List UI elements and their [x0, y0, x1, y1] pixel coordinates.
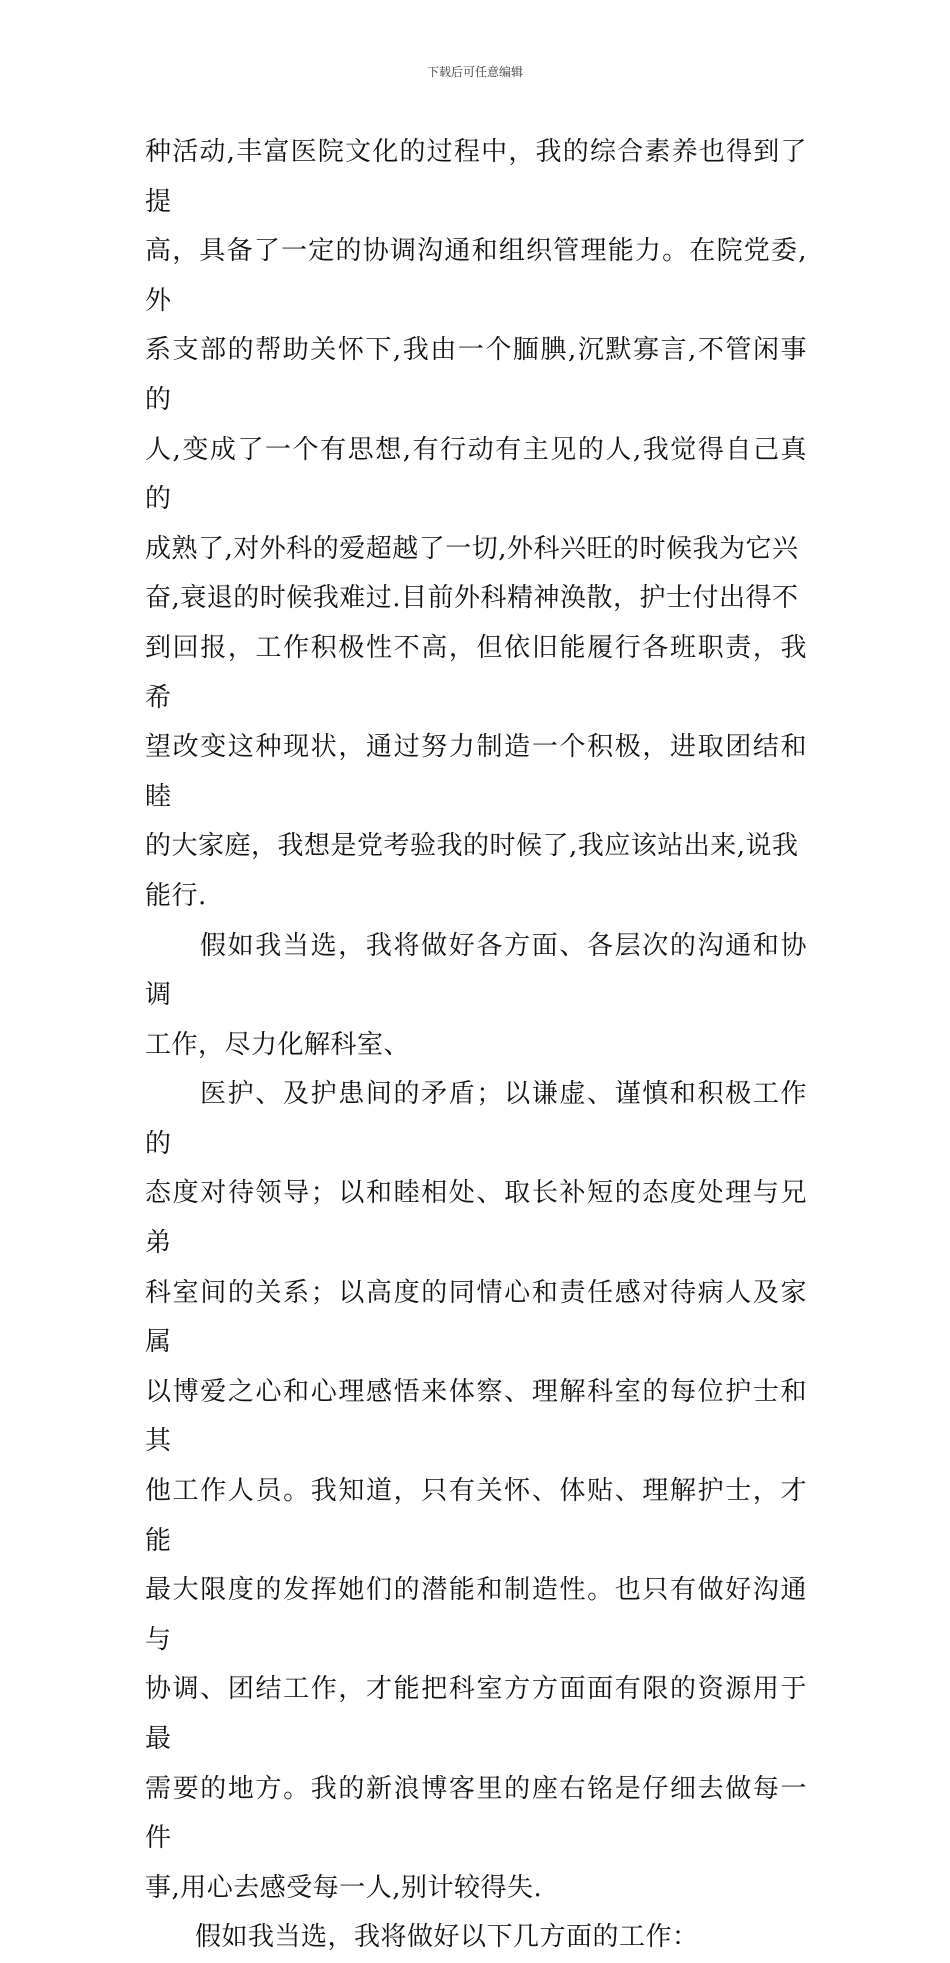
text-line: 到回报，工作积极性不高，但依旧能履行各班职责，我希 — [145, 632, 807, 713]
text-line: 的大家庭，我想是党考验我的时候了,我应该站出来,说我 — [145, 831, 799, 862]
text-line: 系支部的帮助关怀下,我由一个腼腆,沉默寡言,不管闲事的 — [145, 335, 807, 415]
text-line: 最大限度的发挥她们的潜能和制造性。也只有做好沟通与 — [145, 1575, 807, 1655]
text-line: 科室间的关系；以高度的同情心和责任感对待病人及家属 — [145, 1277, 807, 1358]
text-line: 态度对待领导；以和睦相处、取长补短的态度处理与兄弟 — [145, 1178, 807, 1259]
text-line: 事,用心去感受每一人,别计较得失. — [145, 1872, 543, 1903]
text-line: 成熟了,对外科的爱超越了一切,外科兴旺的时候我为它兴 — [145, 533, 799, 564]
page-header: 下载后可任意编辑 — [426, 65, 523, 79]
text-line: 假如我当选，我将做好以下几方面的工作： — [195, 1922, 699, 1953]
text-line: 望改变这种现状，通过努力制造一个积极，进取团结和睦 — [145, 732, 807, 812]
text-line: 医护、及护患间的矛盾；以谦虚、谨慎和积极工作的 — [145, 1079, 807, 1159]
text-line: 他工作人员。我知道，只有关怀、体贴、理解护士，才能 — [145, 1476, 807, 1556]
text-line: 协调、团结工作，才能把科室方方面面有限的资源用于最 — [145, 1674, 807, 1754]
text-line: 高，具备了一定的协调沟通和组织管理能力。在院党委,外 — [145, 236, 807, 316]
text-line: 工作，尽力化解科室、 — [145, 1029, 411, 1060]
paragraph-3 — [145, 1070, 807, 1913]
text-line: 需要的地方。我的新浪博客里的座右铭是仔细去做每一件 — [145, 1773, 807, 1854]
paragraph-1 — [145, 128, 807, 922]
text-line: 奋,衰退的时候我难过.目前外科精神涣散，护士付出得不 — [145, 583, 799, 614]
text-line: 能行. — [145, 880, 207, 911]
document-body — [145, 128, 807, 1963]
text-line: 假如我当选，我将做好各方面、各层次的沟通和协调 — [145, 930, 807, 1011]
text-line: 以博爱之心和心理感悟来体察、理解科室的每位护士和其 — [145, 1376, 807, 1457]
text-line: 人,变成了一个有思想,有行动有主见的人,我觉得自己真的 — [145, 434, 807, 515]
text-line: 种活动,丰富医院文化的过程中，我的综合素养也得到了提 — [145, 137, 807, 217]
paragraph-4 — [145, 1913, 807, 1963]
paragraph-2 — [145, 922, 807, 1071]
